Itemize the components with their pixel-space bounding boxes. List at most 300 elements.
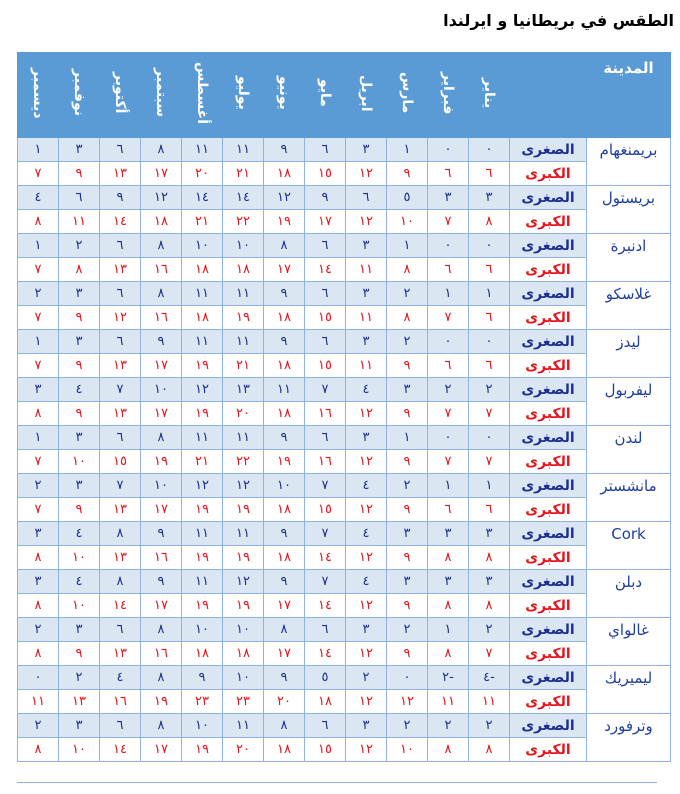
city-name: بريمنغهام [587,138,671,186]
table-row-min [18,522,671,546]
min-temp-cell: ١ [428,282,469,306]
max-temp-cell: ١١ [346,306,387,330]
max-temp-cell: ٩ [59,498,100,522]
min-temp-cell: ٩ [264,138,305,162]
min-temp-cell: ٩ [264,426,305,450]
min-temp-cell: ٤ [346,522,387,546]
min-temp-cell: ١٤ [182,186,223,210]
min-temp-cell: ١ [18,138,59,162]
min-temp-cell: ٨ [141,234,182,258]
min-temp-cell: -٤ [469,666,510,690]
max-temp-cell: ١٢ [346,402,387,426]
max-temp-cell: ٦ [428,498,469,522]
max-temp-cell: ١٨ [264,738,305,762]
max-temp-cell: ١٤ [305,546,346,570]
min-temp-cell: ٩ [264,666,305,690]
max-temp-cell: ١٨ [223,642,264,666]
max-temp-cell: ٩ [59,402,100,426]
max-temp-cell: ٨ [469,594,510,618]
max-temp-label: الكبرى [510,258,587,282]
max-temp-cell: ١٩ [141,450,182,474]
max-temp-cell: ٢٠ [182,162,223,186]
min-temp-cell: ٤ [59,378,100,402]
max-temp-cell: ٩ [59,354,100,378]
max-temp-label: الكبرى [510,594,587,618]
max-temp-cell: ٨ [469,210,510,234]
min-temp-cell: ٢ [428,714,469,738]
min-temp-cell: ٦ [100,618,141,642]
max-temp-cell: ١٠ [59,594,100,618]
min-temp-cell: ١٠ [223,618,264,642]
min-temp-cell: ٤ [18,186,59,210]
max-temp-cell: ٢١ [182,210,223,234]
table-row-min [18,570,671,594]
max-temp-cell: ١٢ [346,690,387,714]
min-temp-cell: ٣ [346,234,387,258]
month-label: يناير [481,77,497,109]
city-name: دبلن [587,570,671,618]
min-temp-cell: ٩ [264,570,305,594]
table-row-min [18,618,671,642]
page-title: الطقس في بريطانيا و ايرلندا [443,11,674,30]
max-temp-cell: ٢١ [182,450,223,474]
max-temp-cell: ١٤ [305,594,346,618]
min-temp-cell: ١ [387,426,428,450]
max-temp-cell: ٨ [387,258,428,282]
city-name: ليميريك [587,666,671,714]
table-row-min [18,186,671,210]
table-row-max [18,258,671,282]
weather-table-body [18,138,671,762]
city-name: لندن [587,426,671,474]
min-temp-cell: ٧ [305,474,346,498]
min-temp-label: الصغرى [510,666,587,690]
min-temp-cell: ٩ [264,330,305,354]
max-temp-cell: ١٩ [223,546,264,570]
max-temp-cell: ١٧ [141,162,182,186]
max-temp-cell: ١٥ [305,354,346,378]
min-temp-cell: ١١ [182,522,223,546]
max-temp-cell: ١٢ [100,306,141,330]
min-temp-label: الصغرى [510,282,587,306]
max-temp-cell: ١٩ [223,594,264,618]
max-temp-cell: ١٥ [305,162,346,186]
max-temp-cell: ٨ [18,402,59,426]
min-temp-cell: ٤ [346,570,387,594]
min-temp-cell: ٦ [346,186,387,210]
min-temp-cell: ٣ [59,714,100,738]
min-temp-label: الصغرى [510,234,587,258]
table-row-max [18,738,671,762]
min-temp-label: الصغرى [510,138,587,162]
min-temp-cell: ٠ [428,330,469,354]
max-temp-cell: ٦ [428,162,469,186]
max-temp-cell: ٨ [387,306,428,330]
min-temp-cell: ٢ [59,666,100,690]
min-temp-cell: ٠ [469,234,510,258]
min-temp-cell: ٠ [428,138,469,162]
month-label: نوفمبر [71,69,87,117]
table-row-max [18,450,671,474]
min-temp-label: الصغرى [510,186,587,210]
min-temp-cell: ١٠ [264,474,305,498]
min-temp-cell: ٨ [141,666,182,690]
min-temp-cell: ٥ [387,186,428,210]
min-temp-cell: ٩ [182,666,223,690]
month-label: يوليو [235,76,251,110]
max-temp-cell: ٢٢ [223,210,264,234]
min-temp-cell: ٦ [305,330,346,354]
min-temp-cell: ١١ [223,522,264,546]
min-temp-cell: ٤ [59,522,100,546]
max-temp-cell: ٦ [469,258,510,282]
max-temp-cell: ١٩ [223,306,264,330]
max-temp-cell: ٦ [428,354,469,378]
min-temp-label: الصغرى [510,522,587,546]
type-column-header [510,53,587,138]
min-temp-cell: ١١ [182,138,223,162]
min-temp-cell: ٧ [305,522,346,546]
max-temp-cell: ١١ [59,210,100,234]
min-temp-cell: ٦ [100,282,141,306]
max-temp-cell: ٧ [18,162,59,186]
min-temp-cell: ٣ [346,330,387,354]
city-name: بريستول [587,186,671,234]
min-temp-cell: -٢ [428,666,469,690]
max-temp-cell: ١٧ [141,354,182,378]
min-temp-cell: ٩ [264,282,305,306]
max-temp-cell: ٨ [428,642,469,666]
max-temp-cell: ١٧ [264,594,305,618]
max-temp-cell: ١٢ [346,162,387,186]
city-name: غلاسكو [587,282,671,330]
max-temp-cell: ١٤ [305,258,346,282]
min-temp-label: الصغرى [510,378,587,402]
max-temp-cell: ٨ [18,546,59,570]
header-row [18,53,671,138]
min-temp-cell: ١ [387,138,428,162]
min-temp-cell: ٨ [141,714,182,738]
max-temp-cell: ٩ [59,642,100,666]
table-row-max [18,594,671,618]
min-temp-cell: ١١ [223,282,264,306]
min-temp-cell: ٦ [305,426,346,450]
city-name: ادنبرة [587,234,671,282]
max-temp-cell: ٧ [428,210,469,234]
max-temp-cell: ١٦ [141,306,182,330]
min-temp-cell: ١١ [223,138,264,162]
max-temp-cell: ١٨ [182,642,223,666]
min-temp-cell: ٦ [305,234,346,258]
min-temp-cell: ٥ [305,666,346,690]
min-temp-cell: ١٠ [223,666,264,690]
max-temp-label: الكبرى [510,642,587,666]
month-header [346,53,387,138]
month-label: يونيو [276,76,292,110]
max-temp-cell: ١٩ [141,690,182,714]
table-row-max [18,162,671,186]
min-temp-cell: ٠ [18,666,59,690]
min-temp-cell: ٢ [387,474,428,498]
min-temp-cell: ١٠ [141,378,182,402]
max-temp-cell: ١٠ [387,210,428,234]
weather-table [17,52,671,762]
city-name: ليدز [587,330,671,378]
city-name: Cork [587,522,671,570]
min-temp-cell: ١٢ [182,378,223,402]
max-temp-label: الكبرى [510,402,587,426]
max-temp-cell: ١٧ [141,402,182,426]
month-label: أغسطس [194,61,210,125]
min-temp-cell: ٣ [59,474,100,498]
min-temp-cell: ٣ [428,186,469,210]
max-temp-cell: ١٢ [346,498,387,522]
min-temp-label: الصغرى [510,618,587,642]
min-temp-cell: ٣ [346,138,387,162]
month-label: سبتمبر [153,68,169,118]
max-temp-cell: ١٨ [264,546,305,570]
table-row-min [18,234,671,258]
min-temp-cell: ٠ [428,234,469,258]
min-temp-cell: ٢ [387,618,428,642]
min-temp-cell: ٨ [100,522,141,546]
table-row-min [18,138,671,162]
max-temp-cell: ١١ [469,690,510,714]
min-temp-cell: ٤ [100,666,141,690]
max-temp-cell: ٨ [18,738,59,762]
min-temp-cell: ٢ [18,714,59,738]
max-temp-cell: ١٦ [305,402,346,426]
max-temp-cell: ١٠ [59,738,100,762]
max-temp-cell: ١٩ [223,498,264,522]
month-header [59,53,100,138]
min-temp-cell: ١٢ [141,186,182,210]
max-temp-cell: ١٣ [100,354,141,378]
min-temp-cell: ٨ [100,570,141,594]
min-temp-cell: ١٠ [182,234,223,258]
month-header [428,53,469,138]
min-temp-cell: ١ [18,330,59,354]
max-temp-cell: ١٨ [182,258,223,282]
min-temp-cell: ١١ [182,282,223,306]
min-temp-cell: ٣ [346,618,387,642]
max-temp-cell: ١١ [18,690,59,714]
max-temp-cell: ١٤ [100,210,141,234]
min-temp-cell: ٣ [59,282,100,306]
min-temp-cell: ٩ [141,330,182,354]
max-temp-cell: ١١ [346,258,387,282]
min-temp-cell: ٣ [387,570,428,594]
max-temp-cell: ٦ [469,354,510,378]
max-temp-cell: ٩ [387,402,428,426]
city-name: غالواي [587,618,671,666]
max-temp-cell: ١٩ [182,354,223,378]
max-temp-cell: ٨ [469,546,510,570]
table-row-max [18,354,671,378]
max-temp-cell: ١٠ [59,546,100,570]
max-temp-cell: ٨ [428,546,469,570]
table-bottom-rule [17,782,657,783]
max-temp-cell: ٢٣ [182,690,223,714]
month-header [182,53,223,138]
month-header [387,53,428,138]
table-row-max [18,306,671,330]
min-temp-cell: ١١ [182,570,223,594]
min-temp-cell: ٣ [346,714,387,738]
max-temp-cell: ١٢ [346,546,387,570]
min-temp-cell: ٣ [346,426,387,450]
month-label: مايو [317,79,333,107]
min-temp-cell: ٣ [346,282,387,306]
city-column-header: المدينة [587,53,671,138]
min-temp-cell: ٣ [428,570,469,594]
min-temp-cell: ٦ [305,282,346,306]
max-temp-cell: ٧ [18,450,59,474]
max-temp-cell: ٢٠ [223,402,264,426]
min-temp-cell: ٨ [264,618,305,642]
min-temp-cell: ٤ [346,474,387,498]
max-temp-cell: ١٩ [182,594,223,618]
min-temp-cell: ٢ [18,282,59,306]
min-temp-cell: ١٠ [182,714,223,738]
month-label: فبراير [440,71,456,115]
min-temp-cell: ٧ [305,570,346,594]
min-temp-cell: ١١ [182,426,223,450]
min-temp-cell: ٦ [305,714,346,738]
month-header [223,53,264,138]
max-temp-cell: ٢١ [223,354,264,378]
max-temp-cell: ١٣ [100,402,141,426]
min-temp-cell: ٢ [387,330,428,354]
max-temp-label: الكبرى [510,162,587,186]
max-temp-cell: ١٤ [100,738,141,762]
max-temp-cell: ١٧ [141,738,182,762]
month-header [18,53,59,138]
min-temp-cell: ٣ [387,378,428,402]
min-temp-cell: ٣ [59,426,100,450]
min-temp-cell: ٦ [100,714,141,738]
table-row-max [18,402,671,426]
max-temp-cell: ١٠ [59,450,100,474]
min-temp-cell: ١٤ [223,186,264,210]
min-temp-cell: ٠ [469,138,510,162]
max-temp-cell: ٧ [428,450,469,474]
min-temp-label: الصغرى [510,426,587,450]
max-temp-cell: ١١ [346,354,387,378]
min-temp-cell: ٠ [469,330,510,354]
min-temp-cell: ٢ [387,282,428,306]
max-temp-cell: ١٢ [387,690,428,714]
min-temp-cell: ٢ [346,666,387,690]
max-temp-cell: ١٧ [264,258,305,282]
min-temp-label: الصغرى [510,714,587,738]
max-temp-label: الكبرى [510,450,587,474]
max-temp-cell: ١٥ [100,450,141,474]
month-header [141,53,182,138]
min-temp-cell: ٠ [387,666,428,690]
min-temp-cell: ٧ [305,378,346,402]
max-temp-cell: ١٢ [346,450,387,474]
min-temp-cell: ٣ [59,330,100,354]
max-temp-cell: ١٨ [182,306,223,330]
max-temp-cell: ١٦ [305,450,346,474]
min-temp-cell: ٨ [141,426,182,450]
month-header [469,53,510,138]
min-temp-cell: ٢ [469,618,510,642]
min-temp-cell: ١٠ [223,234,264,258]
max-temp-cell: ٨ [469,738,510,762]
max-temp-cell: ١٨ [264,402,305,426]
min-temp-cell: ٢ [469,378,510,402]
min-temp-cell: ٩ [141,570,182,594]
max-temp-cell: ١٦ [141,258,182,282]
max-temp-label: الكبرى [510,690,587,714]
max-temp-cell: ١٩ [182,498,223,522]
min-temp-cell: ٢ [387,714,428,738]
max-temp-cell: ٩ [387,162,428,186]
max-temp-cell: ١٢ [346,594,387,618]
max-temp-cell: ١٢ [346,210,387,234]
month-label: ديسمبر [30,67,46,119]
min-temp-cell: ١١ [264,378,305,402]
max-temp-cell: ١٨ [264,498,305,522]
min-temp-cell: ٩ [264,522,305,546]
max-temp-cell: ٧ [469,642,510,666]
min-temp-cell: ١ [428,474,469,498]
max-temp-cell: ٩ [387,642,428,666]
min-temp-label: الصغرى [510,330,587,354]
table-row-max [18,642,671,666]
max-temp-cell: ١٤ [305,642,346,666]
min-temp-cell: ٤ [59,570,100,594]
min-temp-cell: ٨ [141,282,182,306]
min-temp-cell: ١ [469,282,510,306]
min-temp-cell: ٩ [305,186,346,210]
max-temp-label: الكبرى [510,354,587,378]
max-temp-label: الكبرى [510,546,587,570]
max-temp-cell: ٩ [387,498,428,522]
min-temp-cell: ٣ [18,378,59,402]
min-temp-cell: ٢ [428,378,469,402]
min-temp-cell: ٠ [469,426,510,450]
min-temp-cell: ١١ [182,330,223,354]
min-temp-cell: ٢ [18,618,59,642]
max-temp-cell: ١٨ [264,354,305,378]
max-temp-label: الكبرى [510,306,587,330]
max-temp-cell: ١٣ [100,258,141,282]
min-temp-cell: ٦ [100,234,141,258]
city-name: مانشستر [587,474,671,522]
min-temp-label: الصغرى [510,570,587,594]
max-temp-cell: ٩ [387,354,428,378]
max-temp-cell: ٧ [469,402,510,426]
max-temp-cell: ٩ [387,450,428,474]
table-row-max [18,210,671,234]
max-temp-cell: ٧ [18,498,59,522]
min-temp-cell: ١ [18,234,59,258]
min-temp-cell: ٨ [264,714,305,738]
min-temp-cell: ١٠ [182,618,223,642]
max-temp-cell: ١٧ [305,210,346,234]
max-temp-cell: ١٩ [182,402,223,426]
month-label: مارس [399,72,415,114]
max-temp-cell: ٢٠ [264,690,305,714]
table-row-max [18,546,671,570]
city-name: ليفربول [587,378,671,426]
max-temp-cell: ٢٠ [223,738,264,762]
max-temp-cell: ١٣ [100,642,141,666]
min-temp-cell: ٢ [59,234,100,258]
